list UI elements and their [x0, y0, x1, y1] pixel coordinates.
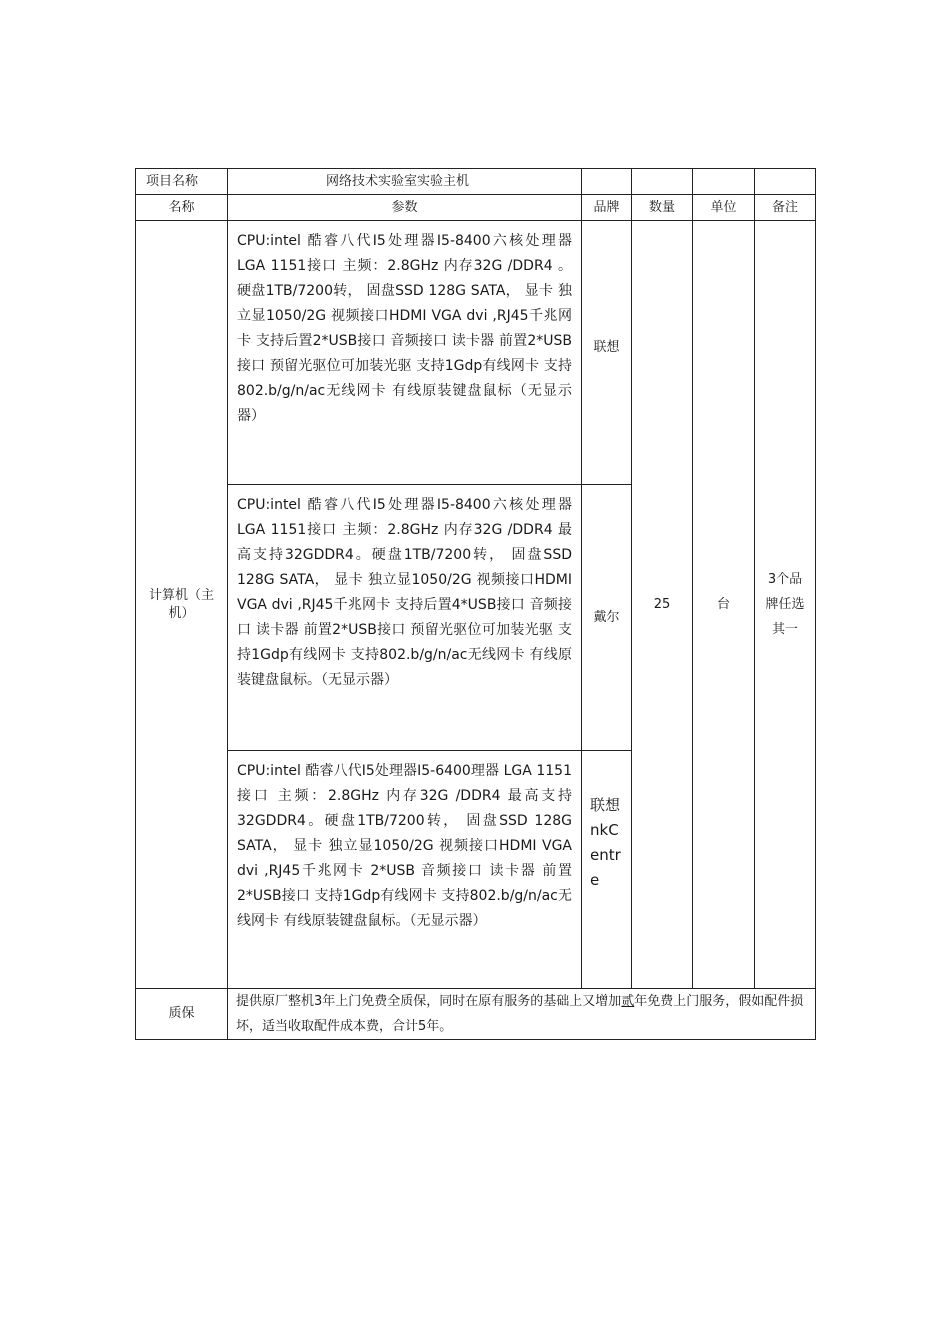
empty-cell: [693, 169, 755, 195]
option-params-2: CPU:intel 酷睿八代I5处理器I5-8400六核处理器 LGA 1151接口 主频：2.8GHz 内存32G /DDR4 最高支持32GDDR4。硬盘1TB/7200转， 固盘SSD 128G SATA， 显卡 独立显1050/2G 视频接口HDMI VGA dvi ,RJ45千兆网卡 支持后置4*USB接口 音频接口 读卡器 前置2*USB接口 预留光驱位可加装光驱 支持1Gdp有线网卡 支持802.b/g/n/ac无线网卡 有线原装键盘鼠标。（无显示器）: [228, 485, 582, 751]
warranty-text-before: 提供原厂整机3年上门免费全质保，同时在原有服务的基础上又增加: [236, 994, 622, 1009]
option-brand-3: 联想nkCentre: [582, 751, 632, 989]
warranty-text-underlined: 贰: [621, 994, 635, 1009]
option-row-1: [136, 221, 816, 485]
option-params-3: CPU:intel 酷睿八代I5处理器I5-6400理器 LGA 1151接口 主频：2.8GHz 内存32G /DDR4 最高支持32GDDR4。硬盘1TB/7200转， 固盘SSD 128G SATA， 显卡 独立显1050/2G 视频接口HDMI VGA dvi ,RJ45千兆网卡 2*USB 音频接口 读卡器 前置2*USB接口 支持1Gdp有线网卡 支持802.b/g/n/ac无线网卡 有线原装键盘鼠标。（无显示器）: [228, 751, 582, 989]
option-brand-1: 联想: [582, 221, 632, 485]
warranty-text-after: 年免费上门服务，假如配件损坏，适当收取配件成本费，合计5年。: [236, 994, 804, 1034]
option-brand-2: 戴尔: [582, 485, 632, 751]
empty-cell: [632, 169, 693, 195]
header-brand: 品牌: [582, 195, 632, 221]
project-name-label: 项目名称: [136, 169, 228, 195]
item-name: 计算机（主机）: [136, 221, 228, 989]
unit-value: 台: [693, 221, 755, 989]
title-row: [136, 169, 816, 195]
project-name-value: 网络技术实验室实验主机: [228, 169, 582, 195]
header-quantity: 数量: [632, 195, 693, 221]
remark-value: 3个品牌任选其一: [755, 221, 816, 989]
header-remark: 备注: [755, 195, 816, 221]
warranty-label: 质保: [136, 989, 228, 1040]
header-params: 参数: [228, 195, 582, 221]
quantity-value: 25: [632, 221, 693, 989]
empty-cell: [755, 169, 816, 195]
header-row: [136, 195, 816, 221]
warranty-text: [228, 989, 816, 1040]
header-unit: 单位: [693, 195, 755, 221]
spec-table: [135, 168, 816, 1040]
option-params-1: CPU:intel 酷睿八代I5处理器I5-8400六核处理器 LGA 1151接口 主频：2.8GHz 内存32G /DDR4 。硬盘1TB/7200转， 固盘SSD 128G SATA， 显卡 独立显1050/2G 视频接口HDMI VGA dvi ,RJ45千兆网卡 支持后置2*USB接口 音频接口 读卡器 前置2*USB接口 预留光驱位可加装光驱 支持1Gdp有线网卡 支持802.b/g/n/ac无线网卡 有线原装键盘鼠标（无显示器）: [228, 221, 582, 485]
warranty-row: [136, 989, 816, 1040]
header-name: 名称: [136, 195, 228, 221]
empty-cell: [582, 169, 632, 195]
